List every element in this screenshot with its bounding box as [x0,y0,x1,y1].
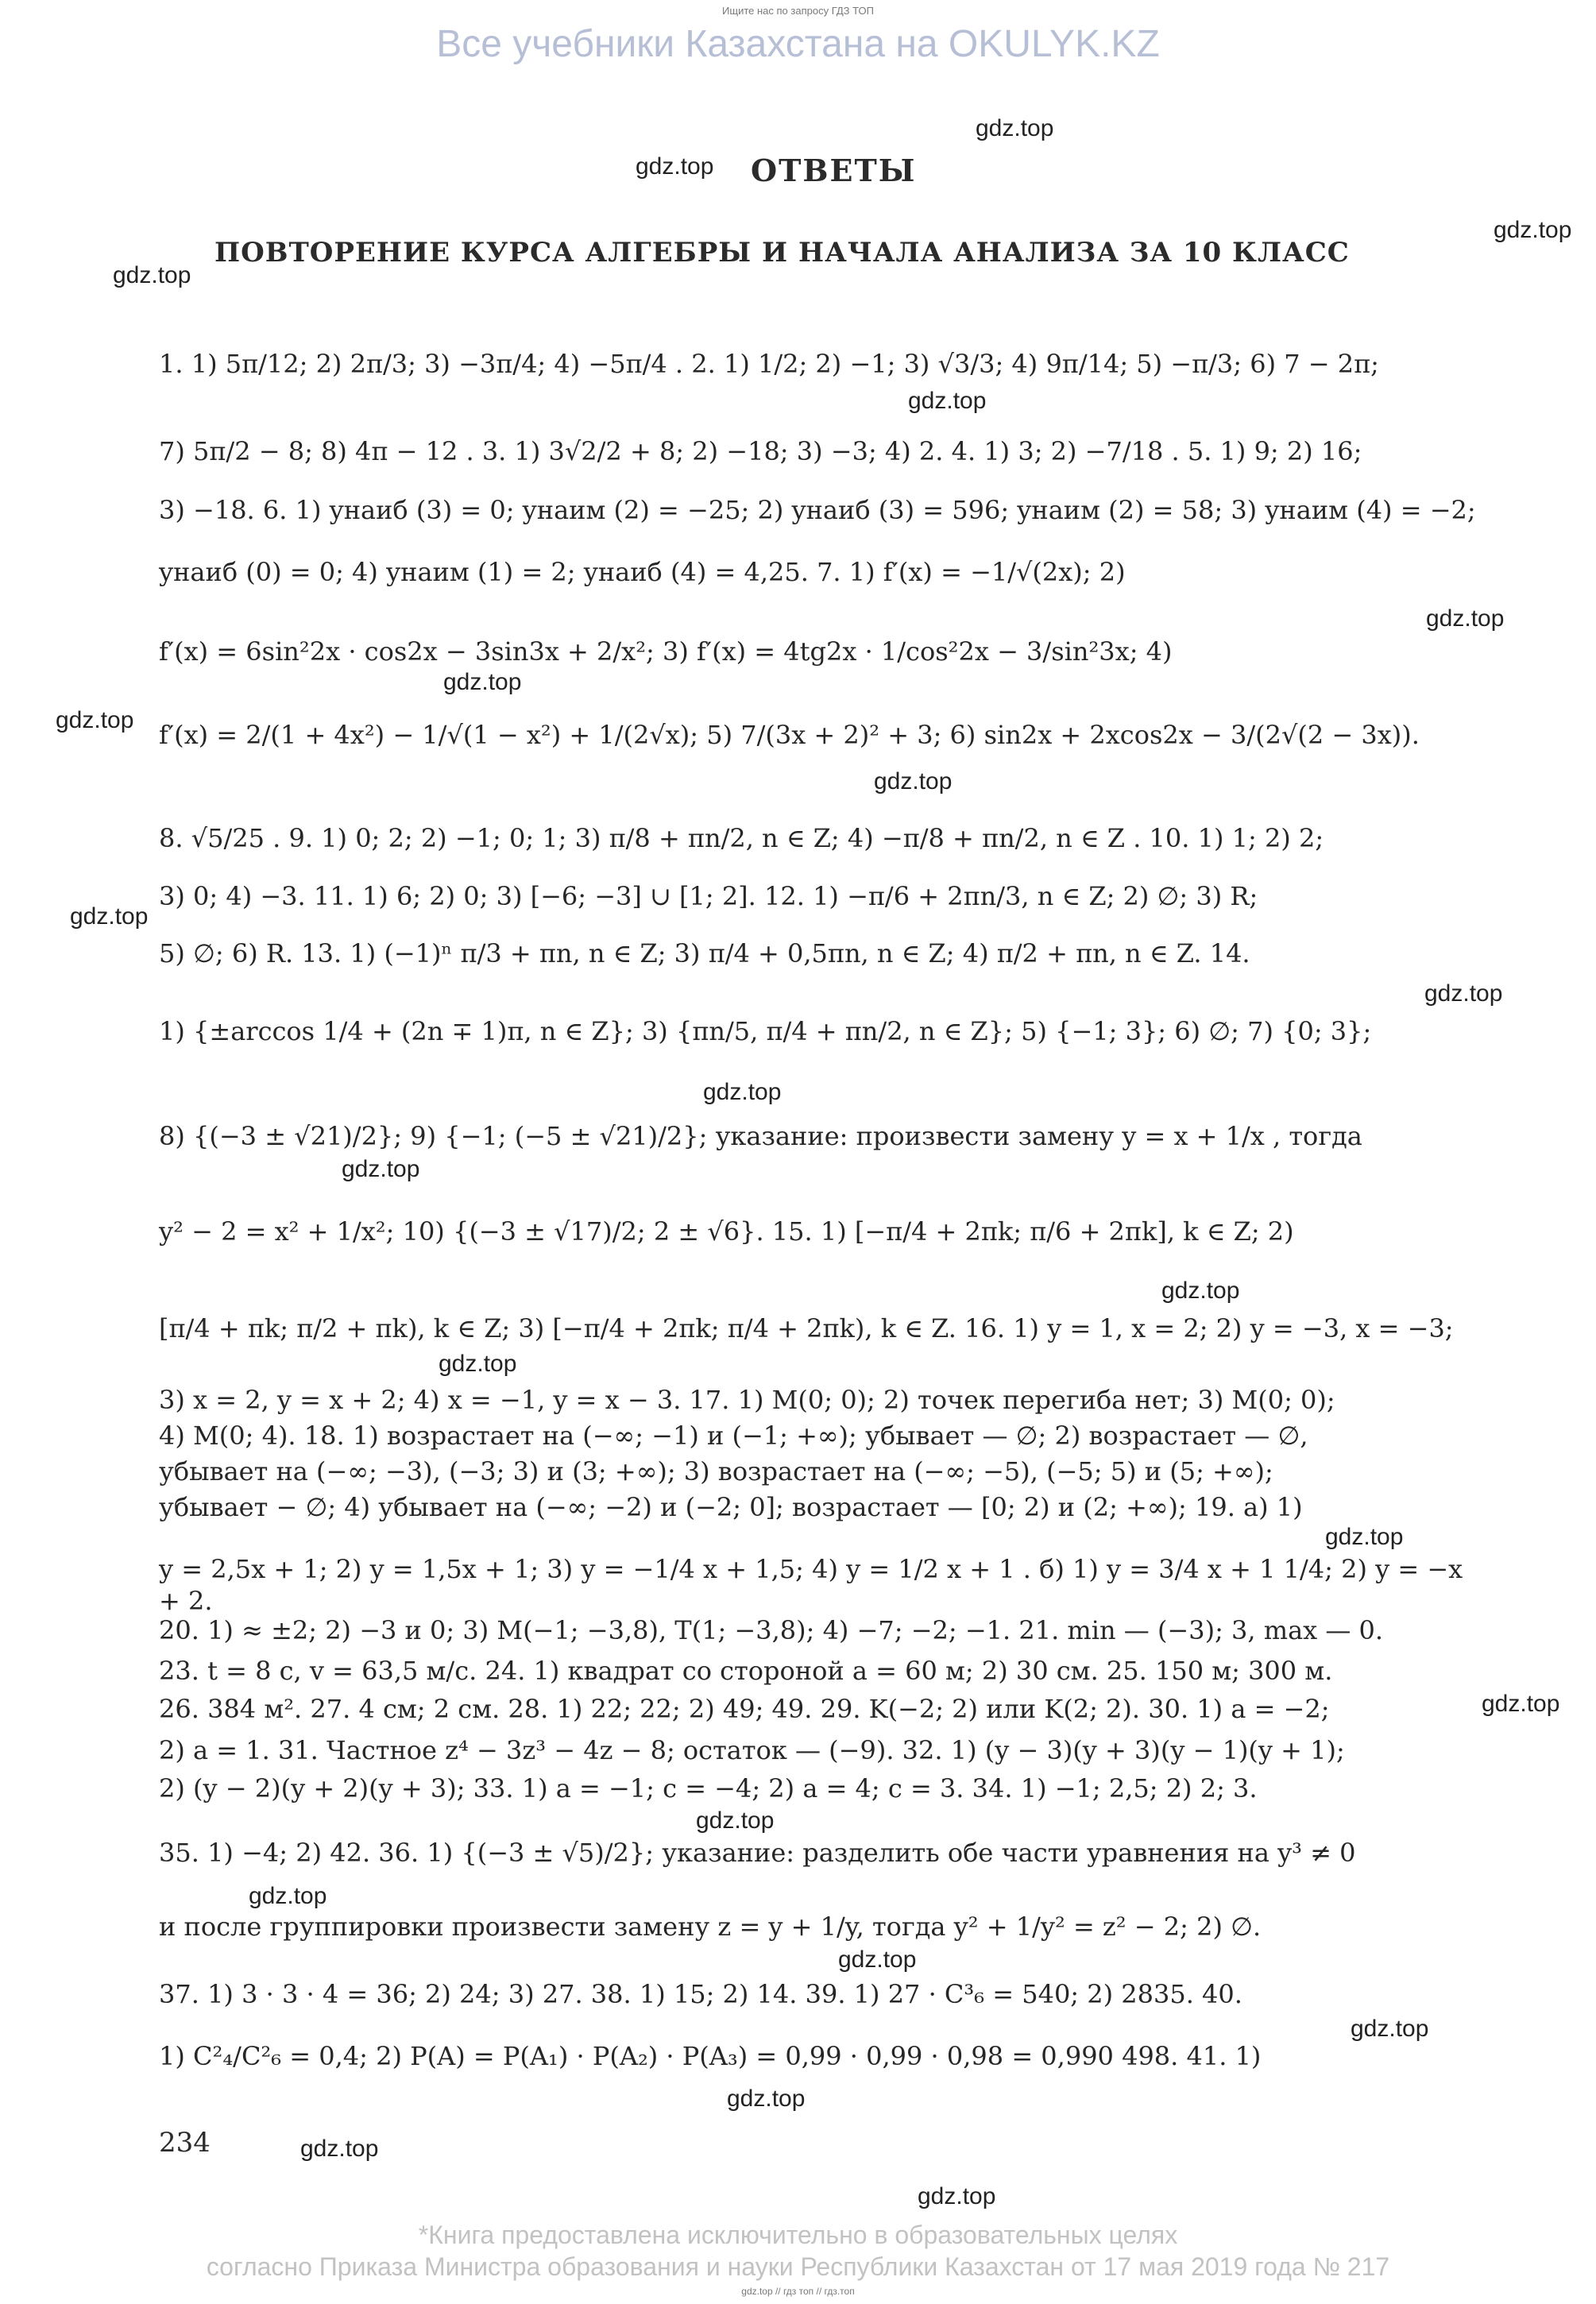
site-banner[interactable]: Все учебники Казахстана на OKULYK.KZ [436,23,1160,65]
watermark[interactable]: gdz.top [908,388,987,414]
answer-line: 37. 1) 3 · 3 · 4 = 36; 2) 24; 3) 27. 38. 1) 15; 2) 14. 39. 1) 27 · C³₆ = 540; 2) 2835. 40. [159,1979,1242,2009]
answer-line: 2) a = 1. 31. Частное z⁴ − 3z³ − 4z − 8; остаток — (−9). 32. 1) (y − 3)(y + 3)(y − 1)(y + 1); [159,1735,1345,1765]
footer-note-line1: *Книга предоставлена исключительно в образовательных целях [418,2221,1178,2249]
watermark[interactable]: gdz.top [300,2136,379,2162]
answer-line: 1) C²₄/C²₆ = 0,4; 2) P(A) = P(A₁) · P(A₂) · P(A₃) = 0,99 · 0,99 · 0,98 = 0,990 498. 41. 1) [159,2041,1262,2071]
watermark[interactable]: gdz.top [703,1079,782,1105]
answer-line: [π/4 + πk; π/2 + πk), k ∈ Z; 3) [−π/4 + 2πk; π/4 + 2πk), k ∈ Z. 16. 1) y = 1, x = 2; 2) y = −3, x = −3; [159,1313,1454,1343]
watermark[interactable]: gdz.top [1426,605,1505,632]
answer-line: 20. 1) ≈ ±2; 2) −3 и 0; 3) M(−1; −3,8), T(1; −3,8); 4) −7; −2; −1. 21. min — (−3); 3, max — 0. [159,1615,1384,1645]
answer-line: и после группировки произвести замену z = y + 1/y, тогда y² + 1/y² = z² − 2; 2) ∅. [159,1912,1262,1942]
answer-line: yнаиб (0) = 0; 4) yнаим (1) = 2; yнаиб (4) = 4,25. 7. 1) f′(x) = −1/√(2x); 2) [159,557,1126,587]
watermark[interactable]: gdz.top [696,1807,775,1834]
answer-line: 8) {(−3 ± √21)/2}; 9) {−1; (−5 ± √21)/2}; указание: произвести замену y = x + 1/x , тогда [159,1121,1362,1151]
watermark[interactable]: gdz.top [918,2183,996,2209]
watermark[interactable]: gdz.top [1161,1278,1240,1304]
watermark[interactable]: gdz.top [1482,1691,1560,1717]
watermark[interactable]: gdz.top [443,669,522,695]
answer-line: f′(x) = 6sin²2x · cos2x − 3sin3x + 2/x²; 3) f′(x) = 4tg2x · 1/cos²2x − 3/sin²3x; 4) [159,636,1173,667]
watermark[interactable]: gdz.top [56,707,134,733]
search-hint: Ищите нас по запросу ГДЗ ТОП [722,5,874,17]
watermark[interactable]: gdz.top [636,153,714,180]
watermark[interactable]: gdz.top [838,1946,917,1973]
answer-line: 3) 0; 4) −3. 11. 1) 6; 2) 0; 3) [−6; −3] ∪ [1; 2]. 12. 1) −π/6 + 2πn/3, n ∈ Z; 2) ∅; 3) R; [159,881,1258,911]
answer-line: 1. 1) 5π/12; 2) 2π/3; 3) −3π/4; 4) −5π/4 . 2. 1) 1/2; 2) −1; 3) √3/3; 4) 9π/14; 5) −π/3; 6) 7 − 2π; [159,349,1379,379]
watermark[interactable]: gdz.top [70,903,149,930]
answer-line: f′(x) = 2/(1 + 4x²) − 1/√(1 − x²) + 1/(2√x); 5) 7/(3x + 2)² + 3; 6) sin2x + 2xcos2x − 3/(2√(2 − 3x)). [159,720,1420,750]
watermark[interactable]: gdz.top [874,768,953,794]
answer-line: 3) −18. 6. 1) yнаиб (3) = 0; yнаим (2) = −25; 2) yнаиб (3) = 596; yнаим (2) = 58; 3) yнаим (4) = −2; [159,495,1476,525]
watermark[interactable]: gdz.top [113,262,191,288]
answer-line: 8. √5/25 . 9. 1) 0; 2; 2) −1; 0; 1; 3) π/8 + πn/2, n ∈ Z; 4) −π/8 + πn/2, n ∈ Z . 10. 1) 1; 2) 2; [159,823,1324,853]
watermark[interactable]: gdz.top [1325,1524,1404,1550]
section-title: ПОВТОРЕНИЕ КУРСА АЛГЕБРЫ И НАЧАЛА АНАЛИЗА ЗА 10 КЛАСС [214,237,1350,269]
watermark[interactable]: gdz.top [976,115,1054,141]
answer-line: 1) {±arccos 1/4 + (2n ∓ 1)π, n ∈ Z}; 3) {πn/5, π/4 + πn/2, n ∈ Z}; 5) {−1; 3}; 6) ∅; 7) {0; 3}; [159,1016,1372,1046]
watermark[interactable]: gdz.top [1351,2016,1429,2042]
watermark[interactable]: gdz.top [727,2086,806,2112]
answer-line: 35. 1) −4; 2) 42. 36. 1) {(−3 ± √5)/2}; указание: разделить обе части уравнения на y³ ≠ 0 [159,1838,1356,1868]
answer-line: 26. 384 м². 27. 4 см; 2 см. 28. 1) 22; 22; 2) 49; 49. 29. K(−2; 2) или K(2; 2). 30. 1) a = −2; [159,1694,1330,1724]
answer-line: y = 2,5x + 1; 2) y = 1,5x + 1; 3) y = −1/4 x + 1,5; 4) y = 1/2 x + 1 . б) 1) y = 3/4 x + 1 1/4; 2) y = −x + 2. [159,1554,1463,1616]
answer-line: 5) ∅; 6) R. 13. 1) (−1)ⁿ π/3 + πn, n ∈ Z; 3) π/4 + 0,5πn, n ∈ Z; 4) π/2 + πn, n ∈ Z. 14. [159,938,1250,968]
answer-line: убывает − ∅; 4) убывает на (−∞; −2) и (−2; 0]; возрастает — [0; 2) и (2; +∞); 19. а) 1) [159,1492,1303,1522]
answer-line: 4) M(0; 4). 18. 1) возрастает на (−∞; −1) и (−1; +∞); убывает — ∅; 2) возрастает — ∅, [159,1421,1308,1451]
watermark[interactable]: gdz.top [342,1156,420,1182]
watermark[interactable]: gdz.top [1424,980,1503,1007]
answer-line: 23. t = 8 c, v = 63,5 м/c. 24. 1) квадрат со стороной a = 60 м; 2) 30 см. 25. 150 м; 300 м. [159,1656,1333,1686]
answer-line: 2) (y − 2)(y + 2)(y + 3); 33. 1) a = −1; c = −4; 2) a = 4; c = 3. 34. 1) −1; 2,5; 2) 2; 3. [159,1773,1258,1803]
answer-line: 3) x = 2, y = x + 2; 4) x = −1, y = x − 3. 17. 1) M(0; 0); 2) точек перегиба нет; 3) M(0; 0); [159,1385,1335,1415]
answer-line: убывает на (−∞; −3), (−3; 3) и (3; +∞); 3) возрастает на (−∞; −5), (−5; 5) и (5; +∞); [159,1456,1273,1486]
watermark[interactable]: gdz.top [439,1351,517,1377]
answer-line: y² − 2 = x² + 1/x²; 10) {(−3 ± √17)/2; 2 ± √6}. 15. 1) [−π/4 + 2πk; π/6 + 2πk], k ∈ Z; 2) [159,1216,1294,1247]
answer-line: 7) 5π/2 − 8; 8) 4π − 12 . 3. 1) 3√2/2 + 8; 2) −18; 3) −3; 4) 2. 4. 1) 3; 2) −7/18 . 5. 1) 9; 2) 16; [159,436,1362,466]
watermark[interactable]: gdz.top [249,1883,327,1909]
watermark[interactable]: gdz.top [1494,217,1572,243]
footer-note-line2: согласно Приказа Министра образования и науки Республики Казахстан от 17 мая 2019 года № 217 [206,2252,1390,2281]
footer-links[interactable]: gdz.top // гдз топ // гдз.топ [741,2286,855,2297]
page-number: 234 [159,2127,211,2159]
page-title: ОТВЕТЫ [751,153,917,188]
